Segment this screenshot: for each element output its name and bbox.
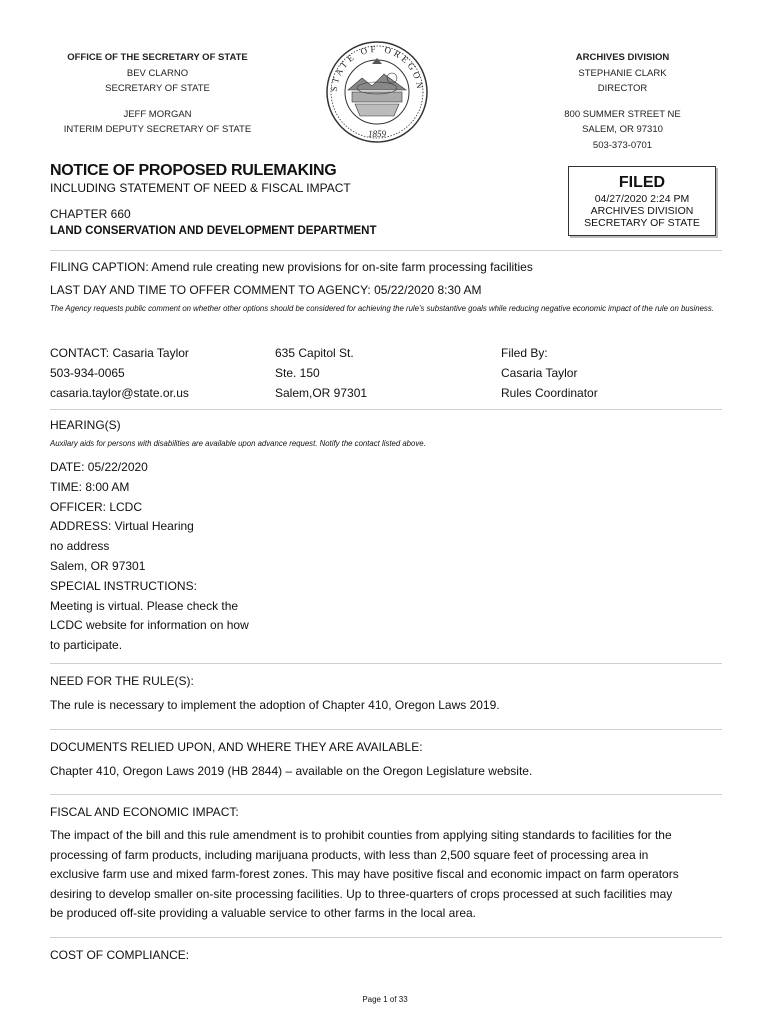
filed-stamp	[568, 166, 716, 236]
archives-division: ARCHIVES DIVISION	[575, 52, 670, 63]
phone-number: 503-373-0701	[592, 139, 653, 151]
filed-office: SECRETARY OF STATE	[584, 217, 700, 229]
fiscal-text	[50, 826, 725, 924]
deputy-name: JEFF MORGAN	[123, 108, 192, 120]
need-text: The rule is necessary to implement the adoption of Chapter 410, Oregon Laws 2019.	[50, 698, 500, 712]
comment-note: The Agency requests public comment on whether other options should be considered for achieving the rule's substantive goals while reducing negative economic impact of the rule on business.	[50, 304, 714, 313]
director-title: DIRECTOR	[597, 83, 648, 94]
svg-text:STATE OF OREGON: STATE OF OREGON	[328, 43, 426, 92]
secretary-name: BEV CLARNO	[126, 67, 189, 79]
chapter-number: CHAPTER 660	[50, 207, 131, 221]
cost-heading: COST OF COMPLIANCE:	[50, 948, 190, 962]
special-instructions-line: LCDC website for information on how	[50, 618, 249, 633]
contact-email: casaria.taylor@state.or.us	[50, 386, 189, 400]
contact-suite: Ste. 150	[275, 366, 320, 380]
filed-division: ARCHIVES DIVISION	[590, 205, 694, 217]
department-name: LAND CONSERVATION AND DEVELOPMENT DEPARTMENT	[50, 225, 377, 237]
fiscal-line: exclusive farm use and mixed farm-forest zones. This may have positive fiscal and economic impact on farm operators	[50, 867, 679, 882]
header-left-block	[30, 50, 285, 138]
special-instructions-label: SPECIAL INSTRUCTIONS:	[50, 578, 197, 593]
divider	[50, 729, 722, 730]
contact-city: Salem,OR 97301	[275, 386, 368, 400]
divider	[50, 409, 722, 410]
fiscal-line: be produced off-site providing a valuable service to other farms in the local area.	[50, 906, 477, 921]
hearing-time: TIME: 8:00 AM	[50, 479, 130, 494]
fiscal-heading: FISCAL AND ECONOMIC IMPACT:	[50, 805, 239, 819]
notice-subtitle: INCLUDING STATEMENT OF NEED & FISCAL IMPACT	[50, 181, 351, 195]
notice-title: NOTICE OF PROPOSED RULEMAKING	[50, 162, 337, 179]
deputy-title: INTERIM DEPUTY SECRETARY OF STATE	[63, 124, 252, 135]
filed-by-name: Casaria Taylor	[501, 366, 578, 380]
hearings-heading: HEARING(S)	[50, 418, 121, 432]
hearing-date: DATE: 05/22/2020	[50, 460, 148, 474]
hearings-note: Auxilary aids for persons with disabilities are available upon advance request. Notify the contact listed above.	[50, 439, 426, 448]
contact-address-column	[275, 343, 367, 403]
divider	[50, 663, 722, 664]
filed-label: FILED	[618, 174, 666, 191]
filed-by-title: Rules Coordinator	[501, 386, 598, 400]
hearing-details	[50, 458, 249, 656]
street-address: 800 SUMMER STREET NE	[564, 108, 681, 120]
oregon-state-seal	[322, 40, 432, 145]
header-right-block	[500, 50, 745, 153]
hearing-city: Salem, OR 97301	[50, 558, 146, 573]
contact-phone: 503-934-0065	[50, 366, 125, 380]
office-name: OFFICE OF THE SECRETARY OF STATE	[67, 52, 248, 63]
fiscal-line: The impact of the bill and this rule amendment is to prohibit counties from applying siting standards to facilities for the	[50, 828, 672, 842]
director-name: STEPHANIE CLARK	[578, 67, 667, 79]
special-instructions-line: Meeting is virtual. Please check the	[50, 598, 239, 613]
need-heading: NEED FOR THE RULE(S):	[50, 674, 194, 688]
divider	[50, 250, 722, 251]
filed-datetime: 04/27/2020 2:24 PM	[594, 193, 690, 205]
page-number: Page 1 of 33	[362, 995, 408, 1004]
hearing-address: ADDRESS: Virtual Hearing	[50, 519, 194, 534]
hearing-officer: OFFICER: LCDC	[50, 499, 143, 514]
last-day-comment: LAST DAY AND TIME TO OFFER COMMENT TO AGENCY: 05/22/2020 8:30 AM	[50, 283, 482, 297]
filing-caption: FILING CAPTION: Amend rule creating new provisions for on-site farm processing facilities	[50, 260, 533, 274]
filed-by-column	[501, 343, 598, 403]
documents-text: Chapter 410, Oregon Laws 2019 (HB 2844) – available on the Oregon Legislature website.	[50, 764, 533, 778]
fiscal-line: desiring to develop smaller on-site processing facilities. Up to three-quarters of crops processed at such facilities may	[50, 886, 673, 901]
hearing-address-line: no address	[50, 539, 110, 554]
seal-year: 1859	[368, 129, 386, 139]
contact-column	[50, 343, 189, 403]
special-instructions-line: to participate.	[50, 638, 123, 653]
city-address: SALEM, OR 97310	[582, 124, 663, 135]
documents-heading: DOCUMENTS RELIED UPON, AND WHERE THEY ARE AVAILABLE:	[50, 740, 423, 754]
divider	[50, 937, 722, 938]
contact-street: 635 Capitol St.	[275, 346, 354, 360]
secretary-title: SECRETARY OF STATE	[105, 83, 210, 94]
fiscal-line: processing of farm products, including marijuana products, with less than 2,500 square feet of processing area in	[50, 847, 649, 862]
filed-by-label: Filed By:	[501, 346, 548, 360]
divider	[50, 794, 722, 795]
contact-name: CONTACT: Casaria Taylor	[50, 346, 189, 360]
